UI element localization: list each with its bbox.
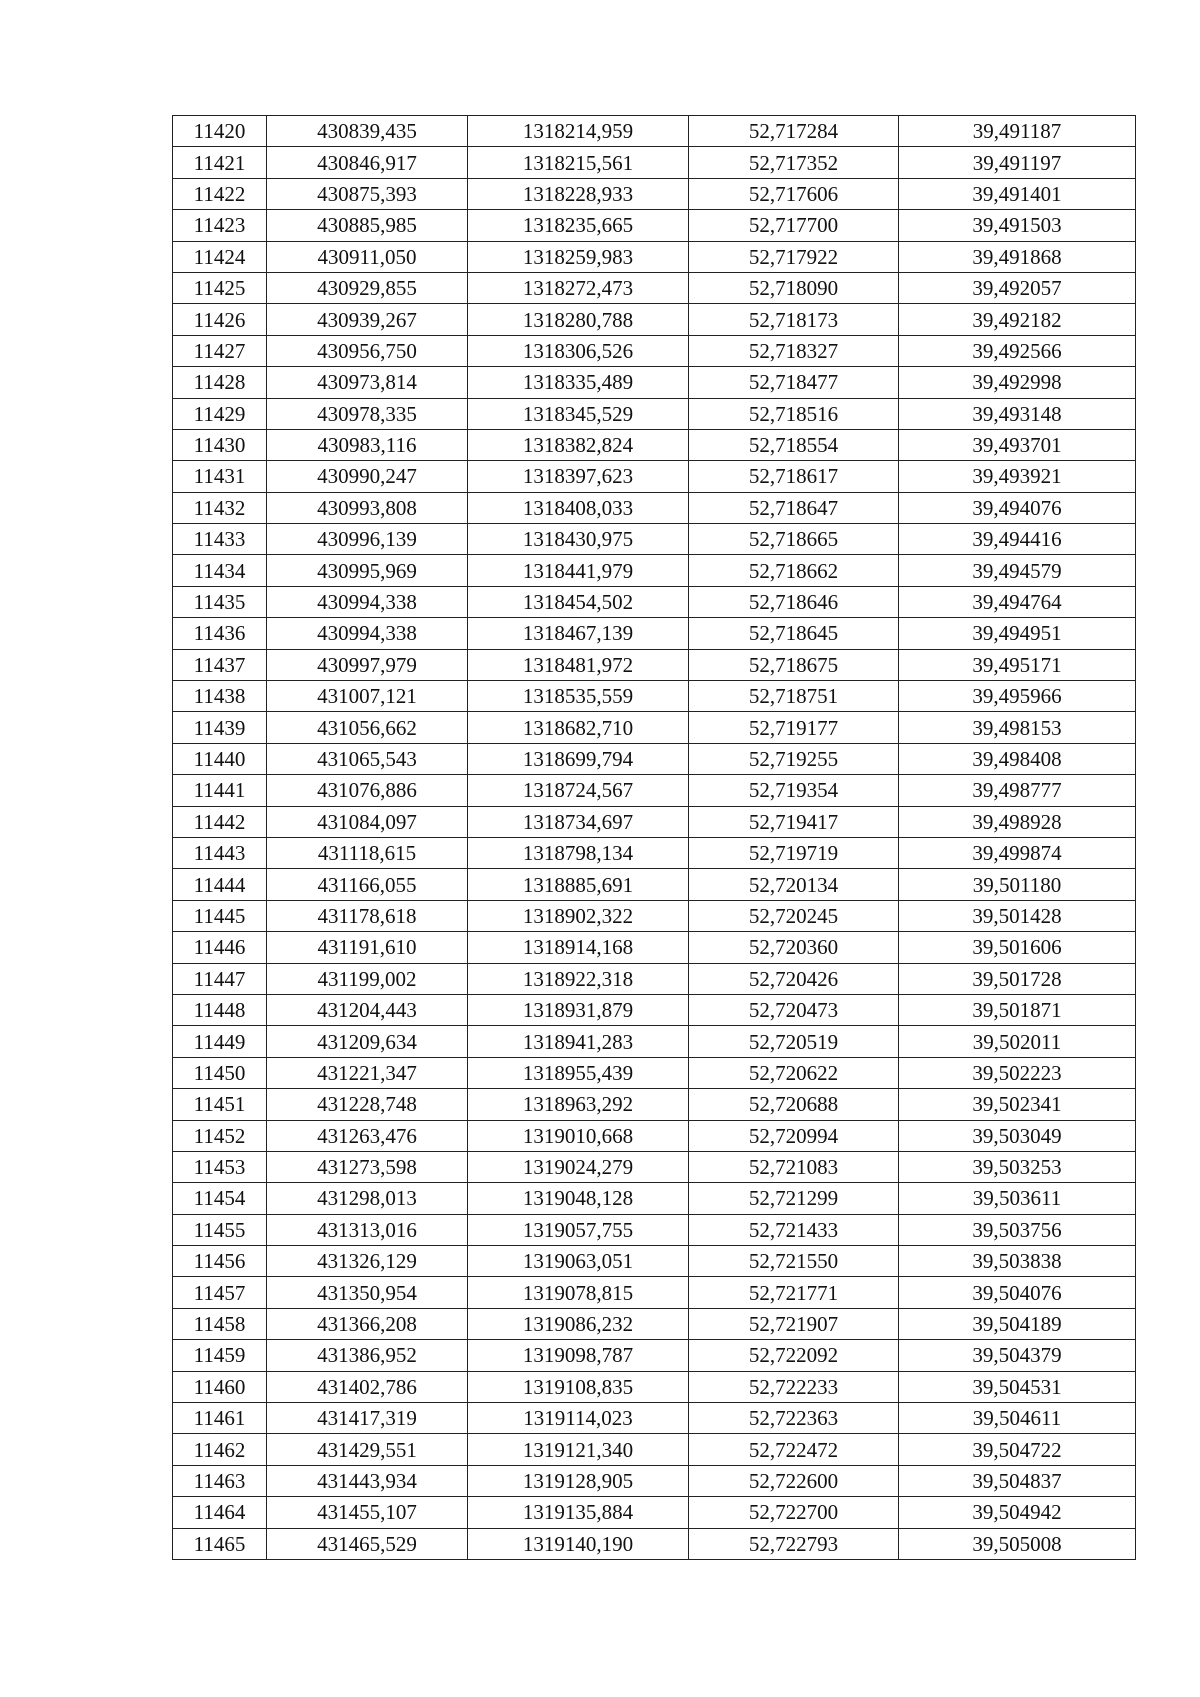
longitude-cell: 39,493148 [899, 398, 1136, 429]
table-row [173, 429, 1136, 460]
longitude-cell: 39,491187 [899, 116, 1136, 147]
y-coordinate-cell: 1318335,489 [468, 367, 689, 398]
x-coordinate-cell: 431313,016 [267, 1214, 468, 1245]
longitude-cell: 39,494579 [899, 555, 1136, 586]
table-row [173, 1214, 1136, 1245]
table-row [173, 1057, 1136, 1088]
x-coordinate-cell: 431204,443 [267, 994, 468, 1025]
latitude-cell: 52,722700 [689, 1497, 899, 1528]
latitude-cell: 52,717700 [689, 210, 899, 241]
table-row [173, 1120, 1136, 1151]
longitude-cell: 39,502341 [899, 1089, 1136, 1120]
x-coordinate-cell: 430994,338 [267, 618, 468, 649]
point-number-cell: 11460 [173, 1371, 267, 1402]
y-coordinate-cell: 1319078,815 [468, 1277, 689, 1308]
point-number-cell: 11445 [173, 900, 267, 931]
longitude-cell: 39,504531 [899, 1371, 1136, 1402]
table-row [173, 649, 1136, 680]
x-coordinate-cell: 431065,543 [267, 743, 468, 774]
longitude-cell: 39,503253 [899, 1151, 1136, 1182]
latitude-cell: 52,720994 [689, 1120, 899, 1151]
point-number-cell: 11463 [173, 1465, 267, 1496]
latitude-cell: 52,720473 [689, 994, 899, 1025]
longitude-cell: 39,503756 [899, 1214, 1136, 1245]
point-number-cell: 11452 [173, 1120, 267, 1151]
longitude-cell: 39,495966 [899, 681, 1136, 712]
latitude-cell: 52,721083 [689, 1151, 899, 1182]
x-coordinate-cell: 431118,615 [267, 837, 468, 868]
table-row [173, 963, 1136, 994]
x-coordinate-cell: 431228,748 [267, 1089, 468, 1120]
y-coordinate-cell: 1319024,279 [468, 1151, 689, 1182]
x-coordinate-cell: 430973,814 [267, 367, 468, 398]
point-number-cell: 11458 [173, 1308, 267, 1339]
y-coordinate-cell: 1318441,979 [468, 555, 689, 586]
latitude-cell: 52,718617 [689, 461, 899, 492]
longitude-cell: 39,499874 [899, 837, 1136, 868]
point-number-cell: 11453 [173, 1151, 267, 1182]
y-coordinate-cell: 1318734,697 [468, 806, 689, 837]
point-number-cell: 11425 [173, 272, 267, 303]
latitude-cell: 52,718647 [689, 492, 899, 523]
latitude-cell: 52,718645 [689, 618, 899, 649]
y-coordinate-cell: 1318724,567 [468, 775, 689, 806]
longitude-cell: 39,501180 [899, 869, 1136, 900]
longitude-cell: 39,494076 [899, 492, 1136, 523]
table-row [173, 775, 1136, 806]
x-coordinate-cell: 431007,121 [267, 681, 468, 712]
point-number-cell: 11423 [173, 210, 267, 241]
x-coordinate-cell: 431465,529 [267, 1528, 468, 1559]
table-row [173, 1340, 1136, 1371]
x-coordinate-cell: 431298,013 [267, 1183, 468, 1214]
x-coordinate-cell: 430939,267 [267, 304, 468, 335]
x-coordinate-cell: 431076,886 [267, 775, 468, 806]
longitude-cell: 39,504076 [899, 1277, 1136, 1308]
y-coordinate-cell: 1318345,529 [468, 398, 689, 429]
table-row [173, 743, 1136, 774]
table-row [173, 210, 1136, 241]
table-row [173, 398, 1136, 429]
table-row [173, 618, 1136, 649]
latitude-cell: 52,721299 [689, 1183, 899, 1214]
point-number-cell: 11433 [173, 524, 267, 555]
x-coordinate-cell: 431455,107 [267, 1497, 468, 1528]
point-number-cell: 11459 [173, 1340, 267, 1371]
longitude-cell: 39,492182 [899, 304, 1136, 335]
longitude-cell: 39,494764 [899, 586, 1136, 617]
y-coordinate-cell: 1318280,788 [468, 304, 689, 335]
x-coordinate-cell: 431273,598 [267, 1151, 468, 1182]
point-number-cell: 11422 [173, 178, 267, 209]
point-number-cell: 11450 [173, 1057, 267, 1088]
y-coordinate-cell: 1318454,502 [468, 586, 689, 617]
point-number-cell: 11434 [173, 555, 267, 586]
longitude-cell: 39,491868 [899, 241, 1136, 272]
y-coordinate-cell: 1319108,835 [468, 1371, 689, 1402]
y-coordinate-cell: 1318885,691 [468, 869, 689, 900]
latitude-cell: 52,720134 [689, 869, 899, 900]
latitude-cell: 52,721433 [689, 1214, 899, 1245]
table-row [173, 712, 1136, 743]
latitude-cell: 52,718751 [689, 681, 899, 712]
x-coordinate-cell: 430875,393 [267, 178, 468, 209]
y-coordinate-cell: 1318699,794 [468, 743, 689, 774]
x-coordinate-cell: 431199,002 [267, 963, 468, 994]
table-row [173, 272, 1136, 303]
point-number-cell: 11447 [173, 963, 267, 994]
y-coordinate-cell: 1318259,983 [468, 241, 689, 272]
x-coordinate-cell: 431209,634 [267, 1026, 468, 1057]
point-number-cell: 11432 [173, 492, 267, 523]
point-number-cell: 11421 [173, 147, 267, 178]
y-coordinate-cell: 1318272,473 [468, 272, 689, 303]
y-coordinate-cell: 1318481,972 [468, 649, 689, 680]
x-coordinate-cell: 430990,247 [267, 461, 468, 492]
table-row [173, 932, 1136, 963]
y-coordinate-cell: 1319098,787 [468, 1340, 689, 1371]
latitude-cell: 52,722233 [689, 1371, 899, 1402]
longitude-cell: 39,504942 [899, 1497, 1136, 1528]
table-row [173, 1151, 1136, 1182]
point-number-cell: 11429 [173, 398, 267, 429]
table-row [173, 1497, 1136, 1528]
longitude-cell: 39,495171 [899, 649, 1136, 680]
y-coordinate-cell: 1318408,033 [468, 492, 689, 523]
x-coordinate-cell: 430997,979 [267, 649, 468, 680]
latitude-cell: 52,718516 [689, 398, 899, 429]
x-coordinate-cell: 431366,208 [267, 1308, 468, 1339]
point-number-cell: 11465 [173, 1528, 267, 1559]
longitude-cell: 39,493701 [899, 429, 1136, 460]
y-coordinate-cell: 1318914,168 [468, 932, 689, 963]
longitude-cell: 39,501428 [899, 900, 1136, 931]
y-coordinate-cell: 1318228,933 [468, 178, 689, 209]
table-row [173, 1246, 1136, 1277]
table-row [173, 837, 1136, 868]
latitude-cell: 52,720245 [689, 900, 899, 931]
x-coordinate-cell: 430846,917 [267, 147, 468, 178]
x-coordinate-cell: 431166,055 [267, 869, 468, 900]
y-coordinate-cell: 1318931,879 [468, 994, 689, 1025]
latitude-cell: 52,722600 [689, 1465, 899, 1496]
y-coordinate-cell: 1319048,128 [468, 1183, 689, 1214]
table-row [173, 1465, 1136, 1496]
longitude-cell: 39,493921 [899, 461, 1136, 492]
point-number-cell: 11424 [173, 241, 267, 272]
longitude-cell: 39,504189 [899, 1308, 1136, 1339]
table-row [173, 1089, 1136, 1120]
table-row [173, 116, 1136, 147]
x-coordinate-cell: 431417,319 [267, 1403, 468, 1434]
longitude-cell: 39,501606 [899, 932, 1136, 963]
x-coordinate-cell: 430995,969 [267, 555, 468, 586]
longitude-cell: 39,504722 [899, 1434, 1136, 1465]
point-number-cell: 11443 [173, 837, 267, 868]
x-coordinate-cell: 431178,618 [267, 900, 468, 931]
table-row [173, 555, 1136, 586]
x-coordinate-cell: 430993,808 [267, 492, 468, 523]
y-coordinate-cell: 1318922,318 [468, 963, 689, 994]
latitude-cell: 52,719255 [689, 743, 899, 774]
x-coordinate-cell: 431084,097 [267, 806, 468, 837]
latitude-cell: 52,719354 [689, 775, 899, 806]
longitude-cell: 39,504837 [899, 1465, 1136, 1496]
point-number-cell: 11454 [173, 1183, 267, 1214]
longitude-cell: 39,492566 [899, 335, 1136, 366]
x-coordinate-cell: 431443,934 [267, 1465, 468, 1496]
table-row [173, 178, 1136, 209]
table-row [173, 1183, 1136, 1214]
latitude-cell: 52,718646 [689, 586, 899, 617]
longitude-cell: 39,492998 [899, 367, 1136, 398]
latitude-cell: 52,721907 [689, 1308, 899, 1339]
x-coordinate-cell: 431402,786 [267, 1371, 468, 1402]
latitude-cell: 52,718173 [689, 304, 899, 335]
longitude-cell: 39,505008 [899, 1528, 1136, 1559]
y-coordinate-cell: 1318535,559 [468, 681, 689, 712]
table-row [173, 461, 1136, 492]
x-coordinate-cell: 431386,952 [267, 1340, 468, 1371]
point-number-cell: 11428 [173, 367, 267, 398]
y-coordinate-cell: 1319057,755 [468, 1214, 689, 1245]
latitude-cell: 52,719719 [689, 837, 899, 868]
longitude-cell: 39,498408 [899, 743, 1136, 774]
y-coordinate-cell: 1319086,232 [468, 1308, 689, 1339]
x-coordinate-cell: 430996,139 [267, 524, 468, 555]
y-coordinate-cell: 1318902,322 [468, 900, 689, 931]
x-coordinate-cell: 431191,610 [267, 932, 468, 963]
latitude-cell: 52,719417 [689, 806, 899, 837]
point-number-cell: 11462 [173, 1434, 267, 1465]
longitude-cell: 39,491197 [899, 147, 1136, 178]
longitude-cell: 39,502223 [899, 1057, 1136, 1088]
longitude-cell: 39,494951 [899, 618, 1136, 649]
point-number-cell: 11420 [173, 116, 267, 147]
point-number-cell: 11431 [173, 461, 267, 492]
y-coordinate-cell: 1319121,340 [468, 1434, 689, 1465]
longitude-cell: 39,491401 [899, 178, 1136, 209]
latitude-cell: 52,722472 [689, 1434, 899, 1465]
point-number-cell: 11426 [173, 304, 267, 335]
latitude-cell: 52,718675 [689, 649, 899, 680]
y-coordinate-cell: 1318798,134 [468, 837, 689, 868]
table-row [173, 806, 1136, 837]
point-number-cell: 11461 [173, 1403, 267, 1434]
point-number-cell: 11438 [173, 681, 267, 712]
x-coordinate-cell: 431429,551 [267, 1434, 468, 1465]
longitude-cell: 39,491503 [899, 210, 1136, 241]
point-number-cell: 11442 [173, 806, 267, 837]
point-number-cell: 11427 [173, 335, 267, 366]
x-coordinate-cell: 430839,435 [267, 116, 468, 147]
coordinates-table [172, 115, 1136, 1560]
y-coordinate-cell: 1319010,668 [468, 1120, 689, 1151]
x-coordinate-cell: 431350,954 [267, 1277, 468, 1308]
table-row [173, 367, 1136, 398]
y-coordinate-cell: 1319135,884 [468, 1497, 689, 1528]
x-coordinate-cell: 430885,985 [267, 210, 468, 241]
latitude-cell: 52,717922 [689, 241, 899, 272]
latitude-cell: 52,718554 [689, 429, 899, 460]
x-coordinate-cell: 430929,855 [267, 272, 468, 303]
y-coordinate-cell: 1318955,439 [468, 1057, 689, 1088]
longitude-cell: 39,498928 [899, 806, 1136, 837]
longitude-cell: 39,501728 [899, 963, 1136, 994]
latitude-cell: 52,718662 [689, 555, 899, 586]
table-row [173, 1026, 1136, 1057]
y-coordinate-cell: 1318963,292 [468, 1089, 689, 1120]
y-coordinate-cell: 1318214,959 [468, 116, 689, 147]
point-number-cell: 11446 [173, 932, 267, 963]
longitude-cell: 39,494416 [899, 524, 1136, 555]
point-number-cell: 11441 [173, 775, 267, 806]
x-coordinate-cell: 430983,116 [267, 429, 468, 460]
point-number-cell: 11451 [173, 1089, 267, 1120]
longitude-cell: 39,503611 [899, 1183, 1136, 1214]
x-coordinate-cell: 430956,750 [267, 335, 468, 366]
x-coordinate-cell: 431326,129 [267, 1246, 468, 1277]
point-number-cell: 11464 [173, 1497, 267, 1528]
latitude-cell: 52,717606 [689, 178, 899, 209]
y-coordinate-cell: 1318235,665 [468, 210, 689, 241]
y-coordinate-cell: 1318306,526 [468, 335, 689, 366]
table-row [173, 1277, 1136, 1308]
table-row [173, 335, 1136, 366]
y-coordinate-cell: 1319140,190 [468, 1528, 689, 1559]
longitude-cell: 39,502011 [899, 1026, 1136, 1057]
y-coordinate-cell: 1318382,824 [468, 429, 689, 460]
table-row [173, 524, 1136, 555]
point-number-cell: 11457 [173, 1277, 267, 1308]
latitude-cell: 52,722793 [689, 1528, 899, 1559]
y-coordinate-cell: 1318682,710 [468, 712, 689, 743]
longitude-cell: 39,503838 [899, 1246, 1136, 1277]
y-coordinate-cell: 1318941,283 [468, 1026, 689, 1057]
point-number-cell: 11455 [173, 1214, 267, 1245]
longitude-cell: 39,501871 [899, 994, 1136, 1025]
latitude-cell: 52,720360 [689, 932, 899, 963]
table-row [173, 1403, 1136, 1434]
longitude-cell: 39,503049 [899, 1120, 1136, 1151]
point-number-cell: 11456 [173, 1246, 267, 1277]
table-row [173, 681, 1136, 712]
y-coordinate-cell: 1318215,561 [468, 147, 689, 178]
x-coordinate-cell: 430978,335 [267, 398, 468, 429]
latitude-cell: 52,717284 [689, 116, 899, 147]
latitude-cell: 52,720426 [689, 963, 899, 994]
longitude-cell: 39,498153 [899, 712, 1136, 743]
longitude-cell: 39,492057 [899, 272, 1136, 303]
x-coordinate-cell: 430994,338 [267, 586, 468, 617]
y-coordinate-cell: 1319114,023 [468, 1403, 689, 1434]
y-coordinate-cell: 1318430,975 [468, 524, 689, 555]
point-number-cell: 11437 [173, 649, 267, 680]
table-row [173, 147, 1136, 178]
latitude-cell: 52,717352 [689, 147, 899, 178]
point-number-cell: 11439 [173, 712, 267, 743]
latitude-cell: 52,720688 [689, 1089, 899, 1120]
latitude-cell: 52,718090 [689, 272, 899, 303]
longitude-cell: 39,504611 [899, 1403, 1136, 1434]
table-row [173, 1371, 1136, 1402]
table-row [173, 586, 1136, 617]
latitude-cell: 52,718665 [689, 524, 899, 555]
latitude-cell: 52,718327 [689, 335, 899, 366]
point-number-cell: 11449 [173, 1026, 267, 1057]
table-row [173, 1434, 1136, 1465]
point-number-cell: 11430 [173, 429, 267, 460]
latitude-cell: 52,722092 [689, 1340, 899, 1371]
y-coordinate-cell: 1318467,139 [468, 618, 689, 649]
x-coordinate-cell: 431221,347 [267, 1057, 468, 1088]
point-number-cell: 11436 [173, 618, 267, 649]
latitude-cell: 52,722363 [689, 1403, 899, 1434]
latitude-cell: 52,720519 [689, 1026, 899, 1057]
table-row [173, 492, 1136, 523]
x-coordinate-cell: 430911,050 [267, 241, 468, 272]
point-number-cell: 11440 [173, 743, 267, 774]
table-row [173, 1528, 1136, 1559]
point-number-cell: 11444 [173, 869, 267, 900]
latitude-cell: 52,720622 [689, 1057, 899, 1088]
table-row [173, 869, 1136, 900]
x-coordinate-cell: 431056,662 [267, 712, 468, 743]
longitude-cell: 39,504379 [899, 1340, 1136, 1371]
y-coordinate-cell: 1319128,905 [468, 1465, 689, 1496]
y-coordinate-cell: 1319063,051 [468, 1246, 689, 1277]
point-number-cell: 11448 [173, 994, 267, 1025]
table-row [173, 1308, 1136, 1339]
x-coordinate-cell: 431263,476 [267, 1120, 468, 1151]
y-coordinate-cell: 1318397,623 [468, 461, 689, 492]
latitude-cell: 52,721550 [689, 1246, 899, 1277]
point-number-cell: 11435 [173, 586, 267, 617]
coordinates-table-body [173, 116, 1136, 1560]
table-row [173, 994, 1136, 1025]
latitude-cell: 52,719177 [689, 712, 899, 743]
table-row [173, 900, 1136, 931]
latitude-cell: 52,718477 [689, 367, 899, 398]
table-row [173, 241, 1136, 272]
longitude-cell: 39,498777 [899, 775, 1136, 806]
latitude-cell: 52,721771 [689, 1277, 899, 1308]
table-row [173, 304, 1136, 335]
